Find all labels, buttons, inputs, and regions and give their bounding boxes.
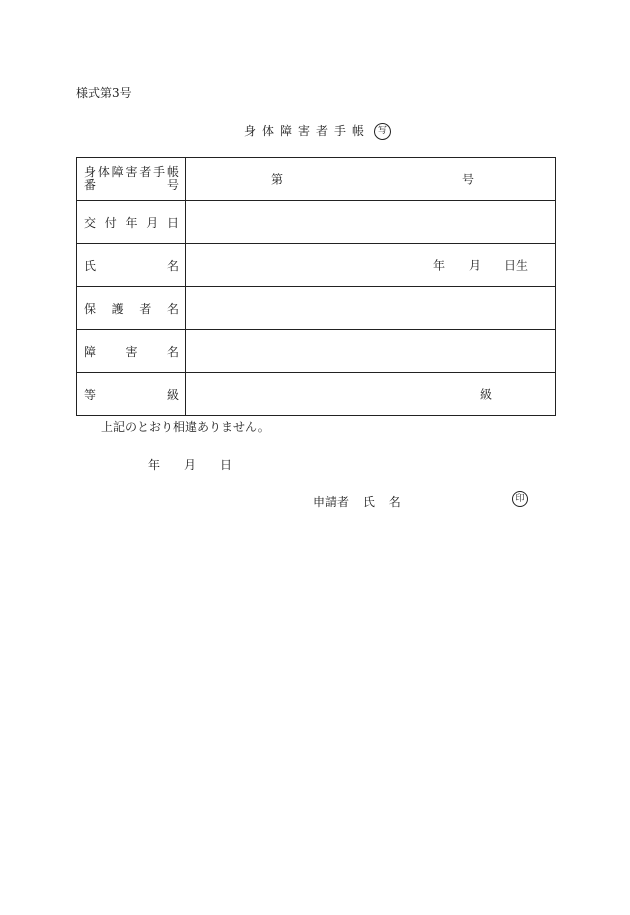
label-char: 手 [153, 165, 166, 179]
birth-day-label: 日生 [504, 258, 529, 273]
label-char: 護 [111, 301, 124, 316]
label-guardian [77, 287, 186, 330]
copy-mark-icon: 写 [374, 123, 391, 140]
label-char: 名 [166, 301, 179, 316]
date-year-label: 年 [148, 458, 161, 472]
row-issue-date [77, 201, 556, 244]
label-char: 等 [84, 387, 97, 402]
label-char: 障 [111, 165, 124, 179]
label-char: 付 [104, 215, 117, 230]
date-month-label: 月 [184, 458, 197, 472]
field-issue-date[interactable] [186, 201, 556, 244]
certificate-form-table [76, 157, 556, 416]
label-char: 年 [125, 215, 138, 230]
field-disability[interactable] [186, 330, 556, 373]
label-char: 保 [84, 301, 97, 316]
document-title [244, 122, 391, 140]
grade-suffix: 級 [480, 387, 493, 402]
field-name[interactable] [186, 244, 556, 287]
label-disability [77, 330, 186, 373]
number-prefix: 第 [271, 172, 284, 187]
label-char: 身 [84, 165, 97, 179]
label-char: 名 [166, 344, 179, 359]
seal-mark-icon[interactable]: 印 [512, 491, 528, 507]
label-char: 級 [166, 387, 179, 402]
row-handbook-number [77, 158, 556, 201]
label-char: 氏 [84, 258, 97, 273]
label-char: 日 [166, 215, 179, 230]
label-char: 害 [125, 165, 138, 179]
birth-month-label: 月 [469, 258, 482, 273]
row-disability [77, 330, 556, 373]
label-char: 号 [166, 178, 179, 192]
field-guardian[interactable] [186, 287, 556, 330]
label-char: 体 [97, 165, 110, 179]
label-char: 番 [84, 178, 97, 192]
row-guardian [77, 287, 556, 330]
applicant-label: 申請者 [313, 495, 350, 509]
declaration-note: 上記のとおり相違ありません。 [101, 420, 270, 434]
label-char: 障 [84, 344, 97, 359]
row-name [77, 244, 556, 287]
field-handbook-number[interactable] [186, 158, 556, 201]
label-char: 月 [146, 215, 159, 230]
number-suffix: 号 [462, 172, 475, 187]
birth-year-label: 年 [433, 258, 446, 273]
label-handbook-number [77, 158, 186, 201]
title-text: 身体障害者手帳 [244, 124, 371, 138]
label-char: 交 [84, 215, 97, 230]
date-day-label: 日 [220, 458, 233, 472]
label-grade [77, 373, 186, 416]
label-char: 者 [139, 301, 152, 316]
label-char: 者 [139, 165, 152, 179]
field-grade[interactable] [186, 373, 556, 416]
label-char: 帳 [166, 165, 179, 179]
label-char: 害 [125, 344, 138, 359]
applicant-line [313, 493, 401, 510]
row-grade [77, 373, 556, 416]
label-char: 名 [166, 258, 179, 273]
form-number: 様式第3号 [76, 86, 132, 100]
label-issue-date [77, 201, 186, 244]
label-name [77, 244, 186, 287]
applicant-name-char: 氏 [362, 495, 375, 509]
applicant-name-char: 名 [388, 495, 401, 509]
